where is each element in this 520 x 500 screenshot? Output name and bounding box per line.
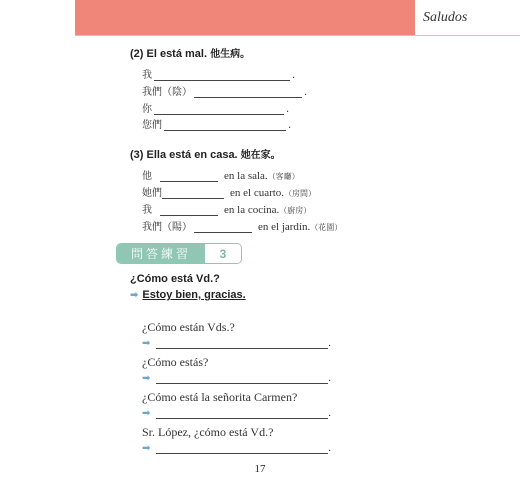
exercise-item-question: Sr. López, ¿cómo está Vd.? bbox=[142, 425, 274, 439]
answer-end: . bbox=[328, 338, 331, 349]
exercise-answer-line bbox=[142, 408, 331, 419]
row-end: . bbox=[288, 120, 292, 131]
answer-blank[interactable] bbox=[156, 408, 328, 419]
row-end: . bbox=[286, 104, 290, 115]
page-number: 17 bbox=[254, 463, 266, 475]
row-gloss: （房間） bbox=[284, 189, 317, 198]
arrow-icon: ➡ bbox=[142, 443, 151, 454]
row-label: 她們 bbox=[142, 188, 162, 199]
arrow-icon: ➡ bbox=[142, 408, 151, 419]
section-3-row bbox=[142, 218, 342, 233]
row-end: . bbox=[304, 87, 308, 98]
answer-blank[interactable] bbox=[160, 205, 218, 216]
section-2-row bbox=[142, 66, 295, 81]
section-3-row bbox=[142, 184, 316, 199]
row-label: 我們（陰） bbox=[142, 87, 192, 98]
section-2-row bbox=[142, 83, 307, 98]
row-label: 我 bbox=[142, 205, 152, 216]
section-3-row bbox=[142, 167, 300, 182]
chapter-title: Saludos bbox=[415, 0, 520, 35]
answer-blank[interactable] bbox=[156, 338, 328, 349]
exercise-answer-line bbox=[142, 373, 331, 384]
row-text: en la sala. bbox=[224, 170, 268, 182]
arrow-icon: ➡ bbox=[130, 289, 139, 301]
section-2-row bbox=[142, 100, 289, 115]
section-3-row bbox=[142, 201, 311, 216]
exercise-answer-line bbox=[142, 443, 331, 454]
section-2-title-es: (2) El está mal. bbox=[130, 48, 208, 60]
answer-end: . bbox=[328, 373, 331, 384]
row-text: en el cuarto. bbox=[230, 187, 285, 199]
exercise-question: ¿Cómo está Vd.? bbox=[130, 273, 220, 285]
example-answer-text: Estoy bien, gracias. bbox=[142, 289, 246, 301]
answer-blank[interactable] bbox=[162, 188, 224, 199]
row-end: . bbox=[292, 70, 296, 81]
row-gloss: （客廳） bbox=[267, 172, 300, 181]
example-answer bbox=[130, 289, 246, 301]
section-2-row bbox=[142, 116, 291, 131]
section-3-title-es: (3) Ella está en casa. bbox=[130, 149, 238, 161]
section-2-title bbox=[130, 45, 250, 60]
header-band bbox=[75, 0, 520, 35]
exercise-item-question: ¿Cómo está la señorita Carmen? bbox=[142, 390, 298, 404]
exercise-badge-number: 3 bbox=[205, 244, 241, 263]
row-label: 我 bbox=[142, 70, 152, 81]
row-gloss: （廚房） bbox=[279, 206, 312, 215]
section-3-title-zh: 她在家。 bbox=[240, 150, 281, 161]
answer-blank[interactable] bbox=[194, 87, 302, 98]
exercise-answer-line bbox=[142, 338, 331, 349]
arrow-icon: ➡ bbox=[142, 338, 151, 349]
answer-end: . bbox=[328, 408, 331, 419]
row-gloss: （花園） bbox=[310, 223, 343, 232]
answer-blank[interactable] bbox=[194, 222, 252, 233]
arrow-icon: ➡ bbox=[142, 373, 151, 384]
answer-blank[interactable] bbox=[156, 373, 328, 384]
exercise-item-question: ¿Cómo están Vds.? bbox=[142, 320, 235, 334]
section-3-title bbox=[130, 146, 281, 161]
row-label: 你 bbox=[142, 104, 152, 115]
exercise-badge bbox=[116, 243, 242, 264]
answer-blank[interactable] bbox=[154, 104, 284, 115]
answer-blank[interactable] bbox=[154, 70, 290, 81]
answer-blank[interactable] bbox=[164, 120, 286, 131]
row-label: 我們（陽） bbox=[142, 222, 192, 233]
answer-blank[interactable] bbox=[156, 443, 328, 454]
section-2-title-zh: 他生病。 bbox=[210, 49, 251, 60]
row-label: 他 bbox=[142, 171, 152, 182]
answer-end: . bbox=[328, 443, 331, 454]
exercise-badge-label: 問答練習 bbox=[117, 244, 205, 263]
row-text: en la cocina. bbox=[224, 204, 280, 216]
row-label: 您們 bbox=[142, 120, 162, 131]
header-rule bbox=[75, 35, 520, 36]
answer-blank[interactable] bbox=[160, 171, 218, 182]
row-text: en el jardín. bbox=[258, 221, 311, 233]
exercise-item-question: ¿Cómo estás? bbox=[142, 355, 209, 369]
